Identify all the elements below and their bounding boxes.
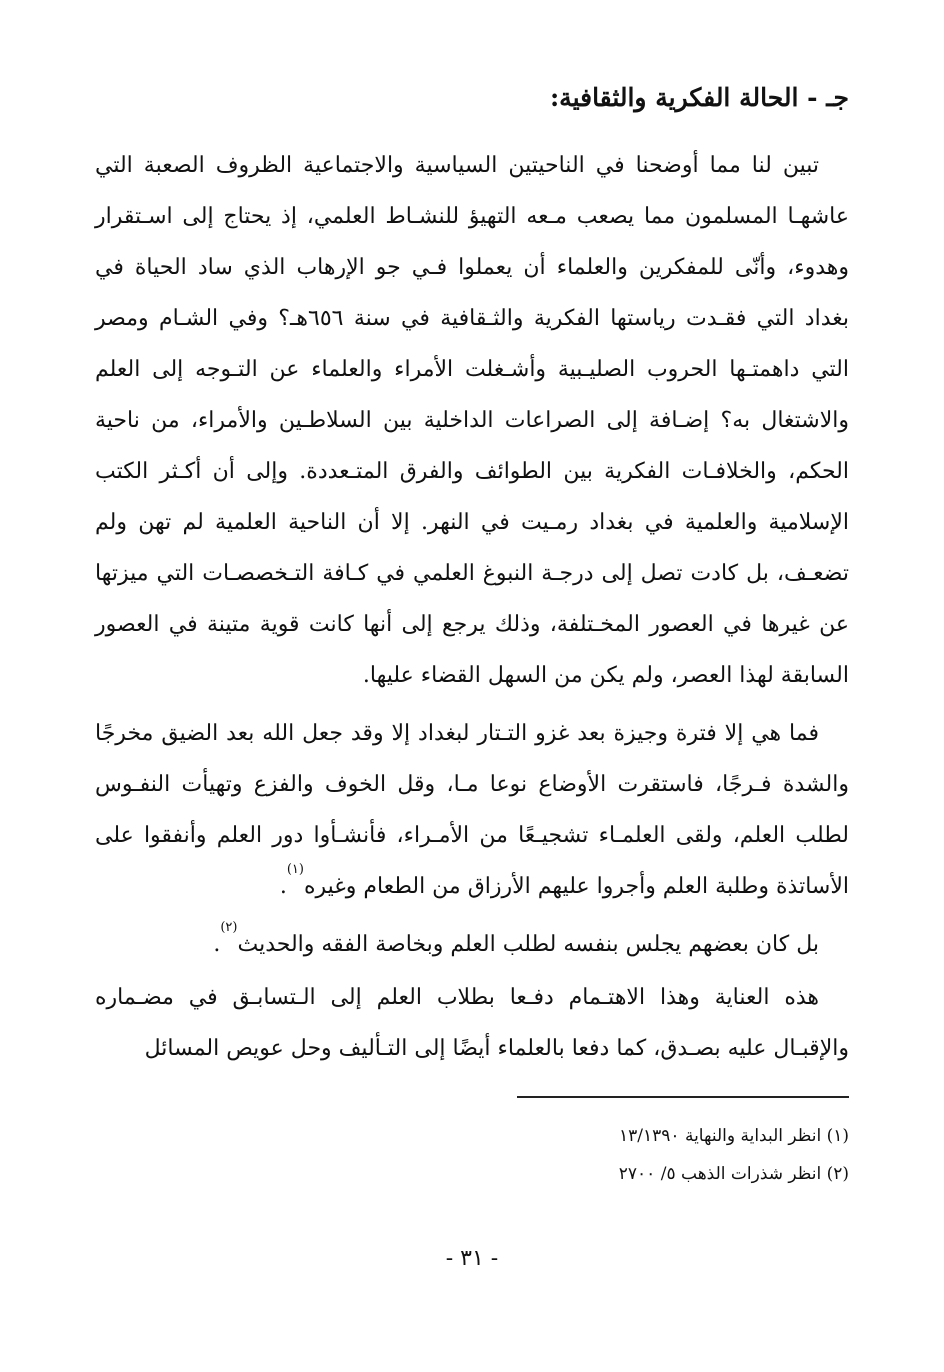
- paragraph-3-text: بل كان بعضهم يجلس بنفسه لطلب العلم وبخاصة الفقه والحديث: [237, 932, 819, 957]
- footnote-ref-1: (١): [286, 862, 304, 877]
- paragraph-3-end: .: [213, 932, 221, 957]
- footnote-1: (١) انظر البداية والنهاية ١٣/١٣٩٠: [619, 1126, 849, 1146]
- main-text: [95, 140, 849, 1081]
- section-heading: جـ - الحالة الفكرية والثقافية:: [549, 83, 849, 112]
- paragraph-3: [95, 919, 849, 970]
- footnote-ref-2: (٢): [220, 920, 238, 935]
- footnotes: [95, 1117, 849, 1193]
- paragraph-2: [95, 708, 849, 912]
- paragraph-4: هذه العناية وهذا الاهتـمام دفـعا بطلاب العلم إلى الـتسابـق في مضـماره والإقبـال عليه بصـدق، كما دفعا بالعلماء أيضًا إلى التـأليف وحل عويص المسائل: [95, 985, 849, 1061]
- footnote-2: (٢) انظر شذرات الذهب ٥/ ٢٧٠٠: [618, 1164, 849, 1184]
- paragraph-2-end: .: [279, 874, 287, 899]
- paragraph-2-text: فما هي إلا فترة وجيزة بعد غزو التـتار لبغداد إلا وقد جعل الله بعد الضيق مخرجًا والشدة فـرجًا، فاستقرت الأوضاع نوعا مـا، وقل الخوف والفزع وتهيأت النفـوس لطلب العلم، ولقى العلمـاء تشجيـعًا من الأمـراء، فأنشـأوا دور العلم وأنفقوا على الأساتذة وطلبة العلم وأجروا عليهم الأرزاق من الطعام وغيره: [95, 721, 849, 899]
- footnote-divider: [517, 1096, 849, 1098]
- page-number: - ٣١ -: [445, 1246, 499, 1271]
- paragraph-1: تبين لنا مما أوضحنا في الناحيتين السياسية والاجتماعية الظروف الصعبة التي عاشهـا المسلمون مما يصعب مـعه التهيؤ للنشـاط العلمي، إذ يحتاج إلى اسـتقرار وهدوء، وأنّى للمفكرين والعلماء أن يعملوا فـي جو الإرهاب الذي ساد الحياة في بغداد التي فقـدت رياستها الفكرية والثـقافية في سنة ٦٥٦هـ؟ وفي الشـام ومصر التي داهمتـها الحروب الصليـبية وأشـغلت الأمراء والعلماء عن التـوجه إلى العلم والاشتغال به؟ إضـافة إلى الصراعات الداخلية بين السلاطـين والأمراء، من ناحية الحكم، والخلافـات الفكرية بين الطوائف والفرق المتـعددة. وإلى أن أكـثر الكتب الإسلامية والعلمية في بغداد رمـيت في النهر. إلا أن الناحية العلمية لم تهن ولم تضعـف، بل كادت تصل إلى درجـة النبوغ العلمي في كـافة التـخصصـات التي ميزتها عن غيرها في العصور المخـتلفة، وذلك يرجع إلى أنها كانت قوية متينة في العصور السابقة لهذا العصر، ولم يكن من السهل القضاء عليها.: [95, 153, 849, 688]
